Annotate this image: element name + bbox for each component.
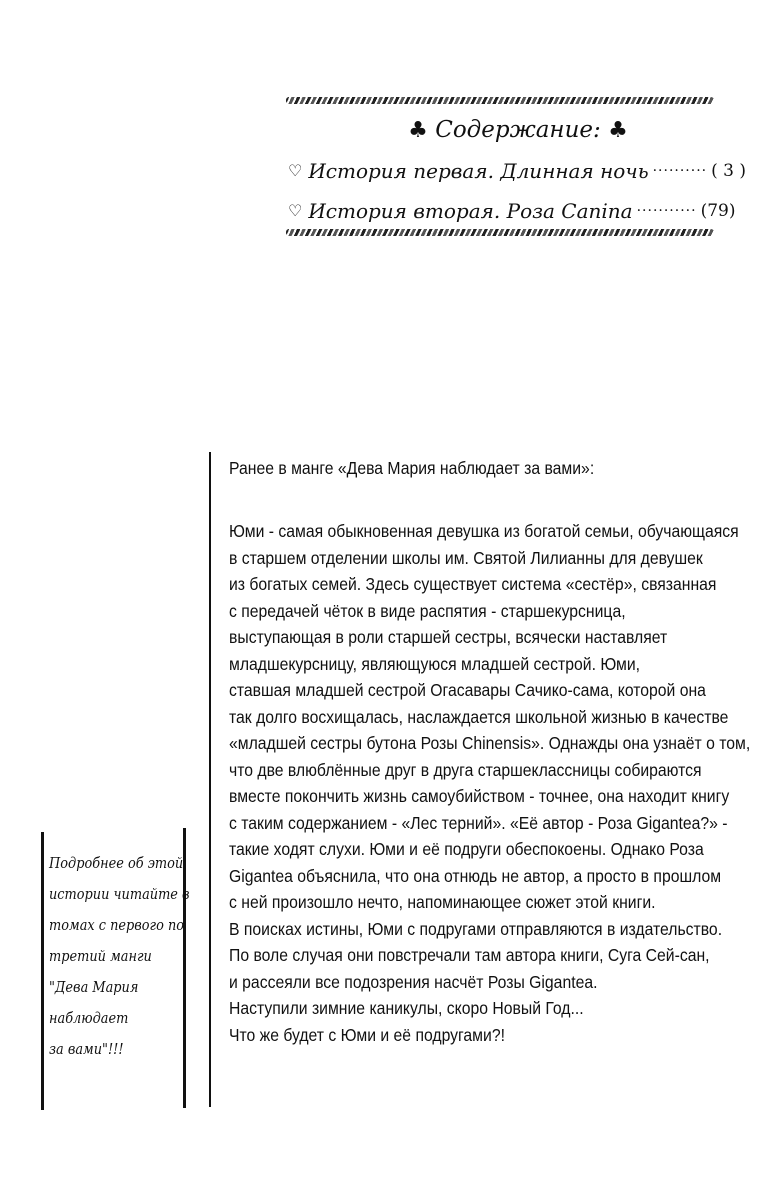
- summary-line: Gigantea объяснила, что она отнюдь не автор, а просто в прошлом: [229, 865, 722, 886]
- summary-divider-line: [209, 452, 211, 1107]
- toc-heading: [318, 110, 718, 151]
- summary-line: вместе покончить жизнь самоубийством - точнее, она находит книгу: [229, 786, 730, 806]
- summary-line: с ней произошло нечто, напоминающее сюжет этой книги.: [229, 892, 656, 912]
- toc-entry: [288, 151, 747, 191]
- table-of-contents: [288, 110, 747, 231]
- toc-title: Содержание:: [435, 117, 601, 143]
- side-note-line: наблюдает: [49, 1009, 129, 1027]
- summary-line: Что же будет с Юми и её подругами?!: [229, 1024, 505, 1045]
- heart-icon: ♡: [288, 161, 303, 180]
- summary-line: из богатых семей. Здесь существует система «сестёр», связанная: [229, 574, 717, 594]
- decorative-rope-bottom: [286, 229, 714, 236]
- summary-line: с передачей чёток в виде распятия - старшекурсница,: [229, 600, 626, 621]
- club-icon: ♣: [608, 118, 628, 143]
- side-note: [49, 848, 189, 1065]
- summary-line: что две влюблённые друг в друга старшеклассницы собираются: [229, 759, 702, 780]
- toc-entry-page: (79): [700, 201, 736, 221]
- summary-line: и рассеяли все подозрения насчёт Розы Gigantea.: [229, 971, 598, 992]
- summary-line: Наступили зимние каникулы, скоро Новый Год...: [229, 998, 584, 1018]
- note-border-left: [41, 832, 44, 1110]
- summary-line: В поисках истины, Юми с подругами отправляются в издательство.: [229, 918, 723, 939]
- side-note-line: истории читайте в: [49, 885, 190, 903]
- toc-entry: [288, 191, 736, 231]
- side-note-line: за вами"!!!: [49, 1040, 124, 1058]
- toc-leader-dots: ···········: [636, 203, 697, 219]
- summary-line: «младшей сестры бутона Розы Chinensis». Однажды она узнаёт о том,: [229, 733, 751, 753]
- summary-line: в старшем отделении школы им. Святой Лилианны для девушек: [229, 547, 703, 568]
- decorative-rope-top: [286, 97, 714, 104]
- club-icon: ♣: [408, 118, 428, 143]
- toc-entry-title: История первая. Длинная ночь: [308, 159, 649, 183]
- summary-line: так долго восхищалась, наслаждается школьной жизнью в качестве: [229, 706, 729, 727]
- summary-line: По воле случая они повстречали там автора книги, Суга Сей-сан,: [229, 945, 710, 965]
- side-note-line: Подробнее об этой: [49, 854, 184, 872]
- summary-line: Юми - самая обыкновенная девушка из богатой семьи, обучающаяся: [229, 521, 739, 541]
- summary-line: с таким содержанием - «Лес терний». «Её автор - Роза Gigantea?» -: [229, 812, 728, 833]
- side-note-line: томах с первого по: [49, 916, 185, 934]
- heart-icon: ♡: [288, 201, 303, 220]
- story-summary: [229, 454, 751, 1048]
- summary-line: младшекурсницу, являющуюся младшей сестрой. Юми,: [229, 653, 641, 674]
- summary-line: ставшая младшей сестрой Огасавары Сачико-сама, которой она: [229, 680, 706, 700]
- summary-line: такие ходят слухи. Юми и её подруги обеспокоены. Однако Роза: [229, 839, 704, 859]
- toc-entry-title: История вторая. Роза Canina: [308, 199, 633, 223]
- toc-leader-dots: ··········: [652, 163, 708, 179]
- summary-line: выступающая в роли старшей сестры, всячески наставляет: [229, 627, 668, 647]
- toc-entry-page: ( 3 ): [711, 161, 747, 181]
- side-note-line: третий манги: [49, 947, 152, 965]
- summary-intro: Ранее в манге «Дева Мария наблюдает за вами»:: [229, 458, 595, 478]
- side-note-line: "Дева Мария: [49, 978, 139, 996]
